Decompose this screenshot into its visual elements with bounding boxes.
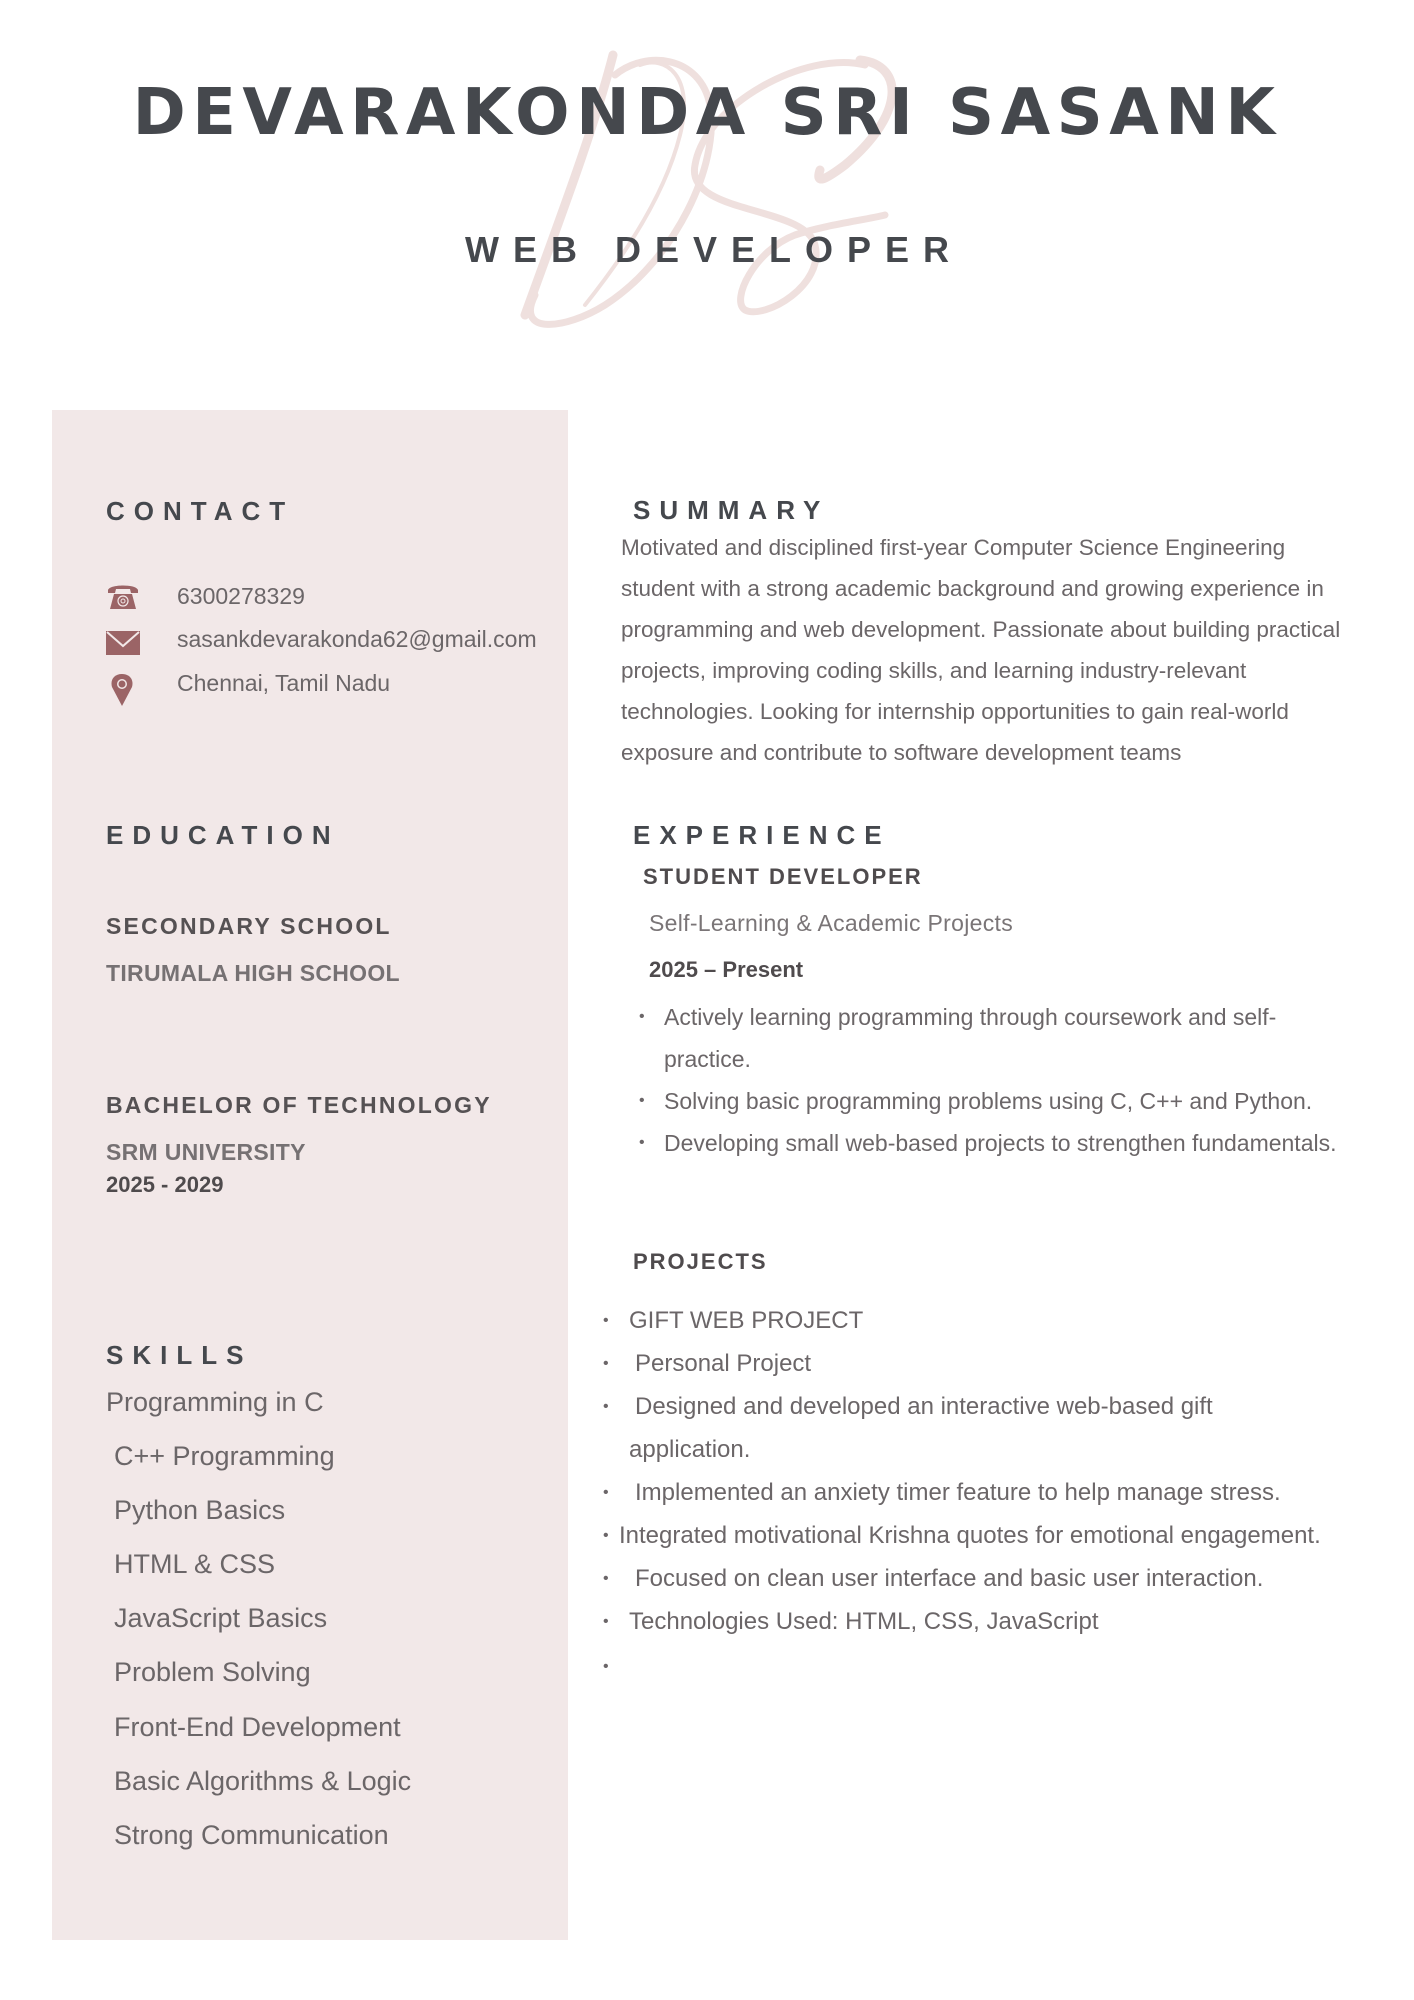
education-institution: TIRUMALA HIGH SCHOOL bbox=[106, 960, 400, 986]
bullet-dot: • bbox=[603, 1570, 609, 1587]
summary-line: Motivated and disciplined first-year Computer Science Engineering bbox=[621, 535, 1286, 560]
location-pin-icon bbox=[108, 672, 136, 708]
bullet-dot: • bbox=[603, 1355, 609, 1372]
skill-item: Python Basics bbox=[114, 1495, 286, 1525]
contact-email[interactable]: sasankdevarakonda62@gmail.com bbox=[177, 626, 537, 652]
bullet-dot: • bbox=[603, 1312, 609, 1329]
project-item: Implemented an anxiety timer feature to help manage stress. bbox=[635, 1479, 1281, 1506]
skill-item: C++ Programming bbox=[114, 1441, 335, 1471]
mail-icon bbox=[106, 629, 140, 659]
project-item: Integrated motivational Krishna quotes for emotional engagement. bbox=[619, 1522, 1321, 1549]
contact-location: Chennai, Tamil Nadu bbox=[177, 670, 391, 696]
experience-bullet: Solving basic programming problems using C, C++ and Python. bbox=[664, 1088, 1313, 1114]
project-item-continuation: application. bbox=[629, 1436, 751, 1463]
summary-line: technologies. Looking for internship opportunities to gain real-world bbox=[621, 699, 1289, 724]
job-organization: Self-Learning & Academic Projects bbox=[649, 910, 1014, 936]
bullet-dot: • bbox=[603, 1527, 609, 1544]
contact-heading: CONTACT bbox=[106, 496, 295, 526]
candidate-name: DEVARAKONDA SRI SASANK bbox=[132, 76, 1282, 150]
summary-line: programming and web development. Passionate about building practical bbox=[621, 617, 1341, 642]
project-item: Personal Project bbox=[635, 1350, 812, 1377]
skill-item: HTML & CSS bbox=[114, 1549, 276, 1579]
project-item: Designed and developed an interactive web-based gift bbox=[635, 1393, 1213, 1420]
skill-item: JavaScript Basics bbox=[114, 1603, 328, 1633]
bullet-dot: • bbox=[603, 1398, 609, 1415]
contact-phone[interactable]: 6300278329 bbox=[177, 583, 305, 609]
bullet-dot: • bbox=[639, 1008, 645, 1025]
experience-bullet: Developing small web-based projects to strengthen fundamentals. bbox=[664, 1130, 1337, 1156]
projects-heading: PROJECTS bbox=[633, 1249, 768, 1274]
project-item: Technologies Used: HTML, CSS, JavaScript bbox=[629, 1608, 1099, 1635]
skill-item: Basic Algorithms & Logic bbox=[114, 1766, 412, 1796]
experience-bullet: Actively learning programming through coursework and self- bbox=[664, 1004, 1277, 1030]
project-item: Focused on clean user interface and basic user interaction. bbox=[635, 1565, 1264, 1592]
bullet-dot: • bbox=[603, 1658, 609, 1675]
skill-item: Problem Solving bbox=[114, 1657, 311, 1687]
project-item: GIFT WEB PROJECT bbox=[629, 1307, 864, 1334]
summary-heading: SUMMARY bbox=[633, 495, 830, 525]
skills-heading: SKILLS bbox=[106, 1340, 253, 1370]
skill-item: Front-End Development bbox=[114, 1712, 401, 1742]
education-institution: SRM UNIVERSITY bbox=[106, 1139, 306, 1165]
candidate-role: WEB DEVELOPER bbox=[464, 229, 964, 270]
bullet-dot: • bbox=[639, 1134, 645, 1151]
education-heading: EDUCATION bbox=[106, 820, 340, 850]
summary-line: projects, improving coding skills, and learning industry-relevant bbox=[621, 658, 1247, 683]
bullet-dot: • bbox=[639, 1092, 645, 1109]
experience-heading: EXPERIENCE bbox=[633, 820, 891, 850]
bullet-dot: • bbox=[603, 1613, 609, 1630]
summary-line: student with a strong academic background and growing experience in bbox=[621, 576, 1324, 601]
education-years: 2025 - 2029 bbox=[106, 1172, 224, 1197]
bullet-dot: • bbox=[603, 1484, 609, 1501]
skill-item: Strong Communication bbox=[114, 1820, 389, 1850]
phone-icon bbox=[106, 582, 140, 612]
job-title: STUDENT DEVELOPER bbox=[643, 864, 923, 889]
summary-line: exposure and contribute to software development teams bbox=[621, 740, 1182, 765]
job-dates: 2025 – Present bbox=[649, 957, 804, 982]
experience-bullet-continuation: practice. bbox=[664, 1046, 751, 1072]
education-degree: SECONDARY SCHOOL bbox=[106, 913, 392, 939]
education-degree: BACHELOR OF TECHNOLOGY bbox=[106, 1092, 492, 1118]
skill-item: Programming in C bbox=[106, 1387, 324, 1417]
